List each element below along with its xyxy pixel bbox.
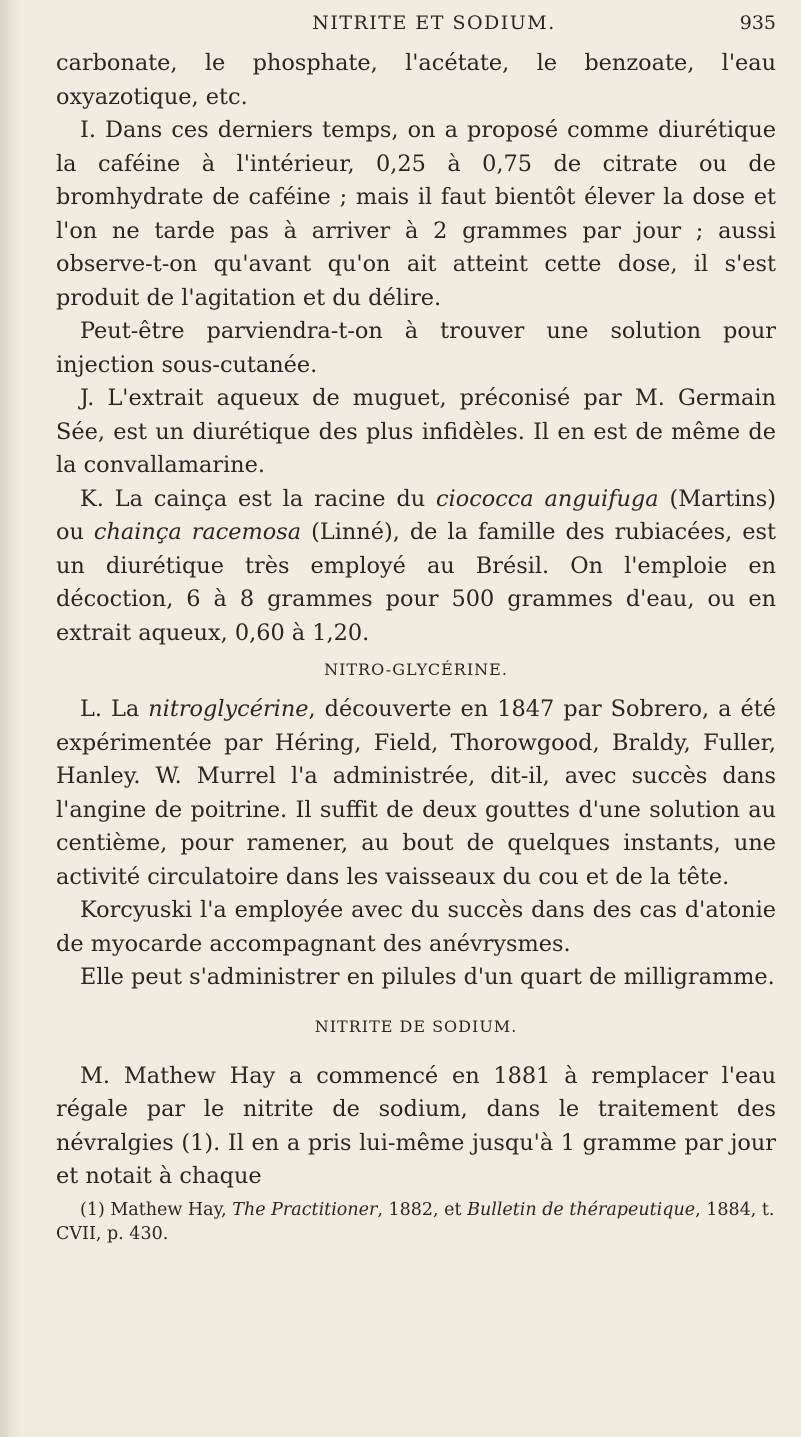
text-run: (Linné), de la famille des rubiacées, est un diurétique très employé au Brésil. On l'emploie en décoction, 6 à 8 grammes pour 500 grammes d'eau, ou en extrait aqueux, 0,60 à 1,20. [56, 519, 776, 646]
text-run: (Martins) ou [56, 485, 777, 545]
italic-term: ciococca anguifuga [436, 485, 659, 512]
paragraph-injection: Peut-être parviendra-t-on à trouver une solution pour injection sous-cutanée. [56, 318, 776, 378]
page-edge-shadow [0, 0, 24, 1437]
paragraph-cainca [56, 483, 776, 651]
running-title: NITRITE ET SODIUM. [312, 12, 556, 34]
text-run: , 1882, et [377, 1199, 468, 1220]
italic-term: chainça racemosa [93, 519, 302, 545]
section-heading-nitroglycerine: NITRO-GLYCÉRINE. [324, 660, 508, 679]
section-heading-nitrite: NITRITE DE SODIUM. [314, 1016, 518, 1036]
text-run: (1) Mathew Hay, [80, 1199, 233, 1220]
running-head [56, 12, 776, 40]
italic-title: The Practitioner [232, 1199, 378, 1220]
italic-term: nitroglycérine [148, 696, 309, 722]
paragraph-nitroglycerine [56, 693, 776, 894]
text-run: , découverte en 1847 par Sobrero, a été expérimentée par Héring, Field, Thorowgood, Braldy, Fuller, Hanley. W. Murrel l'a administrée, dit-il, avec succès dans l'angine de poitrine. Il suffit de deux gouttes d'une solution au centième, pour ramener, au bout de quelques instants, une activité circulatoire dans les vaisseaux du cou et de la tête. [56, 696, 776, 890]
paragraph-korcyuski: Korcyuski l'a employée avec du succès dans des cas d'atonie de myocarde accompagnant des anévrysmes. [56, 897, 776, 957]
book-page [56, 12, 776, 1246]
text-run: L. La [80, 696, 149, 722]
paragraph-cafeine: I. Dans ces derniers temps, on a proposé comme diurétique la caféine à l'intérieur, 0,25 à 0,75 de citrate ou de bromhydrate de caféine ; mais il faut bientôt élever la dose et l'on ne tarde pas à arriver à 2 grammes par jour ; aussi observe-t-on qu'avant qu'on ait atteint cette dose, il s'est produit de l'agitation et du délire. [56, 117, 776, 311]
paragraph-pilules: Elle peut s'administrer en pilules d'un quart de milligramme. [80, 964, 775, 990]
text-run: , 1884, t. CVII, p. 430. [56, 1199, 775, 1244]
paragraph-mathew-hay: M. Mathew Hay a commencé en 1881 à remplacer l'eau régale par le nitrite de sodium, dans le traitement des névralgies (1). Il en a pris lui-même jusqu'à 1 gramme par jour et notait à chaque [56, 1062, 776, 1189]
text-run: K. La cainça est la racine du [80, 485, 437, 512]
footnote [56, 1198, 776, 1246]
page-number: 935 [739, 12, 776, 34]
paragraph-continuation: carbonate, le phosphate, l'acétate, le benzoate, l'eau oxyazotique, etc. [56, 50, 776, 110]
italic-title: Bulletin de thérapeutique [467, 1199, 696, 1220]
paragraph-muguet: J. L'extrait aqueux de muguet, préconisé par M. Germain Sée, est un diurétique des plus infidèles. Il en est de même de la convallamarine. [56, 385, 776, 478]
